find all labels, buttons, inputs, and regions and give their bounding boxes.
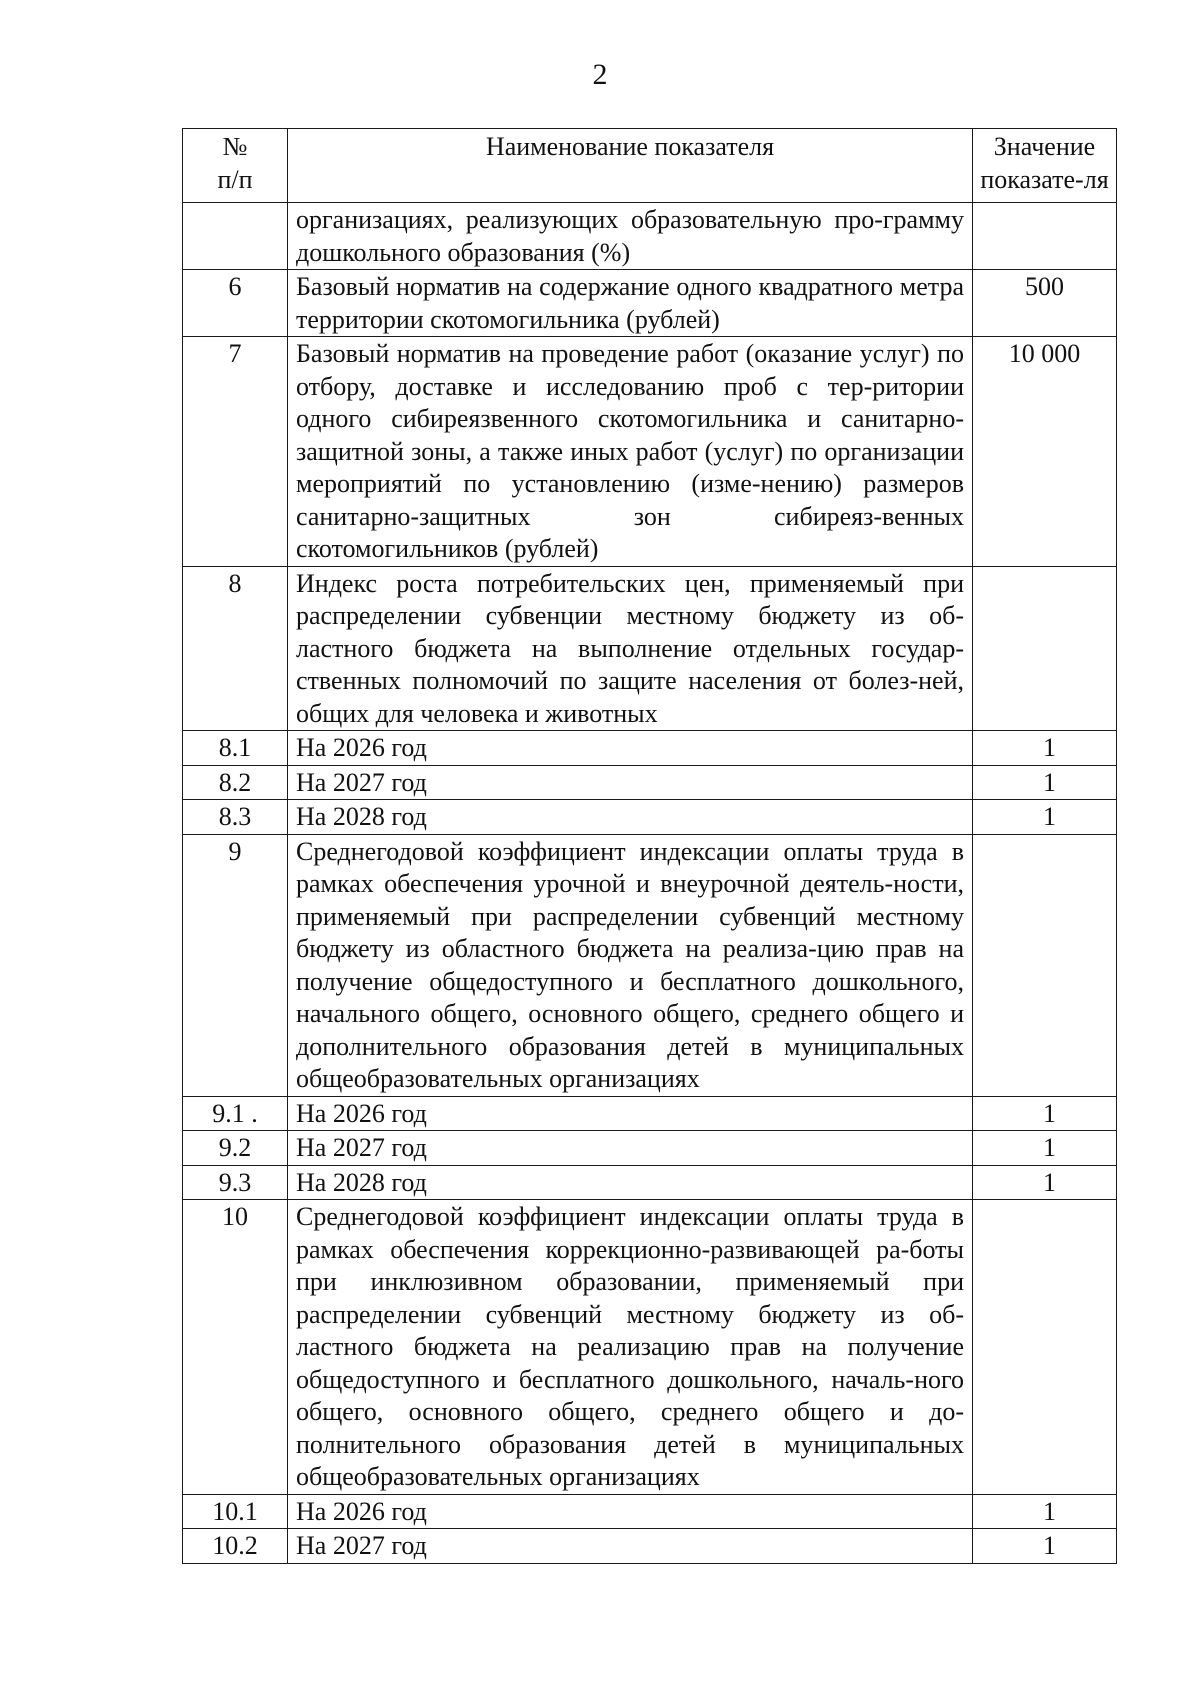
row-indicator-name: На 2026 год bbox=[288, 1494, 973, 1529]
row-indicator-name: На 2027 год bbox=[288, 1131, 973, 1166]
row-indicator-value bbox=[973, 203, 1117, 270]
table-row bbox=[183, 731, 1117, 766]
row-number: 9 bbox=[183, 834, 288, 1096]
row-indicator-value: 1 bbox=[973, 800, 1117, 835]
table-row bbox=[183, 337, 1117, 567]
row-indicator-value: 1 bbox=[973, 1131, 1117, 1166]
table-row bbox=[183, 1529, 1117, 1564]
row-indicator-value: 1 bbox=[973, 1096, 1117, 1131]
table-row bbox=[183, 203, 1117, 270]
table-row bbox=[183, 566, 1117, 731]
row-indicator-name: На 2027 год bbox=[288, 1529, 973, 1564]
row-indicator-name: На 2026 год bbox=[288, 1096, 973, 1131]
table-row bbox=[183, 800, 1117, 835]
row-indicator-name: На 2026 год bbox=[288, 731, 973, 766]
row-number: 9.3 bbox=[183, 1165, 288, 1200]
row-number: 8 bbox=[183, 566, 288, 731]
row-indicator-value: 10 000 bbox=[973, 337, 1117, 567]
row-indicator-name: Среднегодовой коэффициент индексации оплаты труда в рамках обеспечения урочной и внеурочной деятель-ности, применяемый при распределении субвенций местному бюджету из областного бюджета на реализа-цию прав на получение общедоступного и бесплатного дошкольного, начального общего, основного общего, среднего общего и дополнительного образования детей в муниципальных общеобразовательных организациях bbox=[288, 834, 973, 1096]
row-indicator-name: Индекс роста потребительских цен, применяемый при распределении субвенции местному бюджету из об-ластного бюджета на выполнение отдельных государ-ственных полномочий по защите населения от болез-ней, общих для человека и животных bbox=[288, 566, 973, 731]
header-indicator-name: Наименование показателя bbox=[288, 129, 973, 203]
page-number: 2 bbox=[592, 58, 608, 91]
header-number: № п/п bbox=[183, 129, 288, 203]
table-row bbox=[183, 1494, 1117, 1529]
row-indicator-value bbox=[973, 1200, 1117, 1495]
table-body bbox=[183, 203, 1117, 1564]
row-number: 8.3 bbox=[183, 800, 288, 835]
row-indicator-value: 1 bbox=[973, 731, 1117, 766]
row-indicator-value: 1 bbox=[973, 1529, 1117, 1564]
row-indicator-value bbox=[973, 566, 1117, 731]
table-row bbox=[183, 765, 1117, 800]
row-indicator-name: организациях, реализующих образовательную про-грамму дошкольного образования (%) bbox=[288, 203, 973, 270]
row-number: 9.2 bbox=[183, 1131, 288, 1166]
row-number: 9.1 . bbox=[183, 1096, 288, 1131]
table-row bbox=[183, 1200, 1117, 1495]
row-number: 10.2 bbox=[183, 1529, 288, 1564]
row-number: 6 bbox=[183, 270, 288, 337]
table-row bbox=[183, 1131, 1117, 1166]
table-header-row bbox=[183, 129, 1117, 203]
indicators-table bbox=[182, 128, 1117, 1564]
row-indicator-name: Базовый норматив на содержание одного квадратного метра территории скотомогильника (рублей) bbox=[288, 270, 973, 337]
row-indicator-value: 1 bbox=[973, 1494, 1117, 1529]
row-indicator-value: 1 bbox=[973, 765, 1117, 800]
row-indicator-name: На 2027 год bbox=[288, 765, 973, 800]
row-indicator-name: Среднегодовой коэффициент индексации оплаты труда в рамках обеспечения коррекционно-развивающей ра-боты при инклюзивном образовании, применяемый при распределении субвенций местному бюджету из об-ластного бюджета на реализацию прав на получение общедоступного и бесплатного дошкольного, началь-ного общего, основного общего, среднего общего и до-полнительного образования детей в муниципальных общеобразовательных организациях bbox=[288, 1200, 973, 1495]
row-number: 7 bbox=[183, 337, 288, 567]
table-row bbox=[183, 834, 1117, 1096]
row-indicator-value bbox=[973, 834, 1117, 1096]
row-indicator-value: 500 bbox=[973, 270, 1117, 337]
row-indicator-name: На 2028 год bbox=[288, 800, 973, 835]
row-indicator-name: На 2028 год bbox=[288, 1165, 973, 1200]
row-number: 8.1 bbox=[183, 731, 288, 766]
row-number: 8.2 bbox=[183, 765, 288, 800]
row-number bbox=[183, 203, 288, 270]
table-row bbox=[183, 1096, 1117, 1131]
row-number: 10 bbox=[183, 1200, 288, 1495]
row-number: 10.1 bbox=[183, 1494, 288, 1529]
header-indicator-value: Значение показате-ля bbox=[973, 129, 1117, 203]
row-indicator-value: 1 bbox=[973, 1165, 1117, 1200]
table-row bbox=[183, 270, 1117, 337]
table-row bbox=[183, 1165, 1117, 1200]
row-indicator-name: Базовый норматив на проведение работ (оказание услуг) по отбору, доставке и исследованию проб с тер-ритории одного сибиреязвенного скотомогильника и санитарно-защитной зоны, а также иных работ (услуг) по организации мероприятий по установлению (изме-нению) размеров санитарно-защитных зон сибиреяз-венных скотомогильников (рублей) bbox=[288, 337, 973, 567]
